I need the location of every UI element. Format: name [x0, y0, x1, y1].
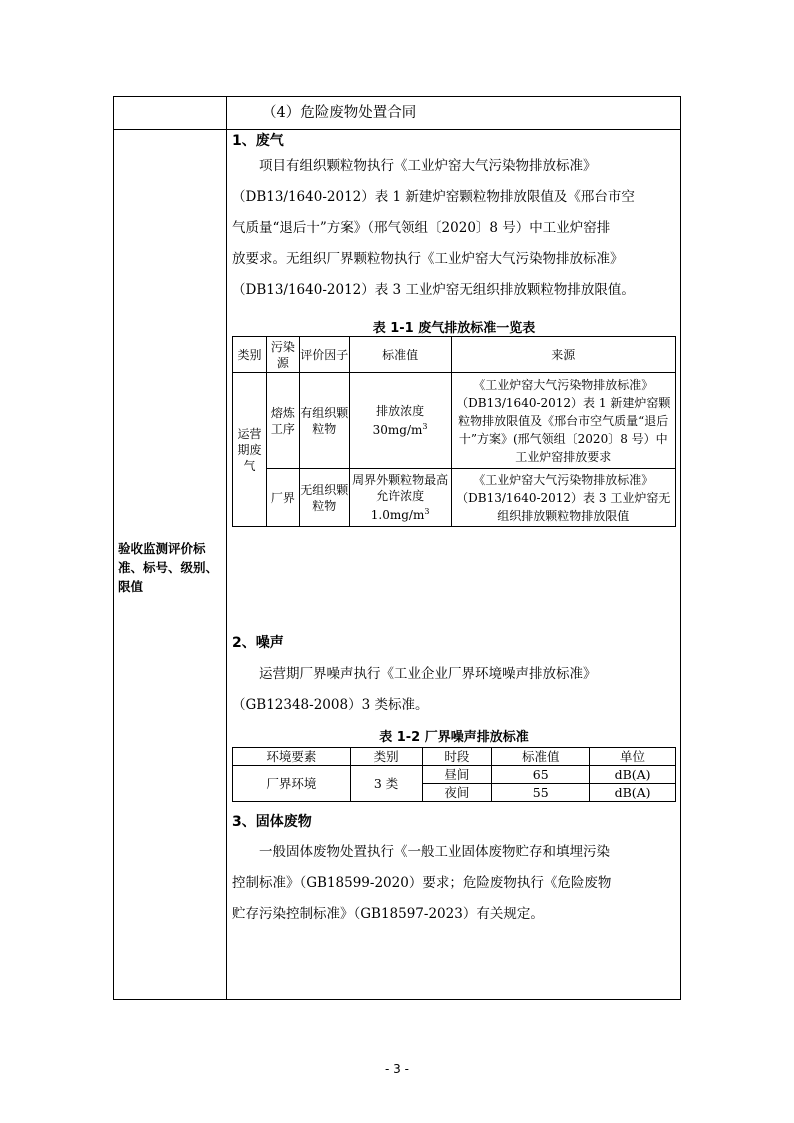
col-header: 类别 — [233, 337, 267, 373]
value-cell: 55 — [492, 784, 590, 802]
noise-standard-table — [232, 747, 676, 802]
section2-heading: 2、噪声 — [232, 635, 284, 651]
column-divider — [226, 97, 227, 999]
para-line: 贮存污染控制标准》（GB18597-2023）有关规定。 — [232, 906, 544, 922]
standard-cell — [349, 469, 451, 527]
period-cell: 昼间 — [422, 766, 492, 784]
standard-line: 周界外颗粒物最高允许浓度 — [352, 473, 449, 503]
para-line: （DB13/1640-2012）表 1 新建炉窑颗粒物排放限值及《邢台市空 — [232, 189, 635, 205]
standard-value-text: 30mg/m — [372, 423, 423, 437]
col-header: 环境要素 — [233, 748, 351, 766]
col-header: 评价因子 — [299, 337, 349, 373]
col-header: 时段 — [422, 748, 492, 766]
emission-standard-table — [232, 336, 676, 527]
source-cell: 厂界 — [266, 469, 299, 527]
row-divider — [114, 129, 680, 130]
col-header: 标准值 — [349, 337, 451, 373]
section2-paragraph — [232, 659, 676, 721]
col-header: 类别 — [350, 748, 422, 766]
para-line: （DB13/1640-2012）表 3 工业炉窑无组织排放颗粒物排放限值。 — [232, 282, 635, 298]
section1-heading: 1、废气 — [232, 133, 284, 149]
element-cell: 厂界环境 — [233, 766, 351, 802]
class-cell: 3 类 — [350, 766, 422, 802]
col-header: 标准值 — [492, 748, 590, 766]
col-header: 单位 — [590, 748, 676, 766]
section3-paragraph — [232, 837, 676, 930]
col-header: 来源 — [451, 337, 676, 373]
origin-cell: 《工业炉窑大气污染物排放标准》（DB13/1640-2012）表 1 新建炉窑颗粒物排放限值及《邢台市空气质量“退后十”方案》(邢气领组〔2020〕8 号）中工业炉窑排放要求 — [451, 373, 676, 469]
factor-cell: 无组织颗粒物 — [299, 469, 349, 527]
standard-line: 排放浓度 — [376, 404, 425, 418]
standard-value-text: 1.0mg/m — [370, 508, 425, 522]
section3-heading: 3、固体废物 — [232, 814, 312, 830]
left-label: 验收监测评价标准、标号、级别、限值 — [118, 541, 219, 594]
top-row-text: （4）危险废物处置合同 — [262, 105, 417, 121]
page-number: - 3 - — [385, 1062, 409, 1076]
unit-cell: dB(A) — [590, 766, 676, 784]
superscript: 3 — [424, 507, 430, 516]
standard-cell — [349, 373, 451, 469]
category-cell: 运营期废气 — [233, 373, 267, 527]
para-line: 运营期厂界噪声执行《工业企业厂界环境噪声排放标准》 — [259, 666, 597, 682]
para-line: 放要求。无组织厂界颗粒物执行《工业炉窑大气污染物排放标准》 — [232, 251, 624, 267]
origin-cell: 《工业炉窑大气污染物排放标准》（DB13/1640-2012）表 3 工业炉窑无组织排放颗粒物排放限值 — [451, 469, 676, 527]
para-line: 控制标准》（GB18599-2020）要求；危险废物执行《危险废物 — [232, 875, 612, 891]
standard-value — [350, 504, 451, 523]
para-line: 项目有组织颗粒物执行《工业炉窑大气污染物排放标准》 — [259, 158, 597, 174]
para-line: 气质量“退后十”方案》（邢气领组〔2020〕8 号）中工业炉窑排 — [232, 220, 611, 236]
para-line: 一般固体废物处置执行《一般工业固体废物贮存和填埋污染 — [259, 844, 610, 860]
superscript: 3 — [422, 422, 428, 431]
section1-paragraph — [232, 151, 676, 306]
table2-caption: 表 1-2 厂界噪声排放标准 — [379, 730, 529, 745]
factor-cell: 有组织颗粒物 — [299, 373, 349, 469]
period-cell: 夜间 — [422, 784, 492, 802]
standard-value — [350, 419, 451, 438]
unit-cell: dB(A) — [590, 784, 676, 802]
table1-caption: 表 1-1 废气排放标准一览表 — [372, 321, 536, 336]
source-cell: 熔炼工序 — [266, 373, 299, 469]
form-table — [113, 96, 681, 1000]
col-header: 污染源 — [266, 337, 299, 373]
para-line: （GB12348-2008）3 类标准。 — [232, 697, 429, 713]
value-cell: 65 — [492, 766, 590, 784]
